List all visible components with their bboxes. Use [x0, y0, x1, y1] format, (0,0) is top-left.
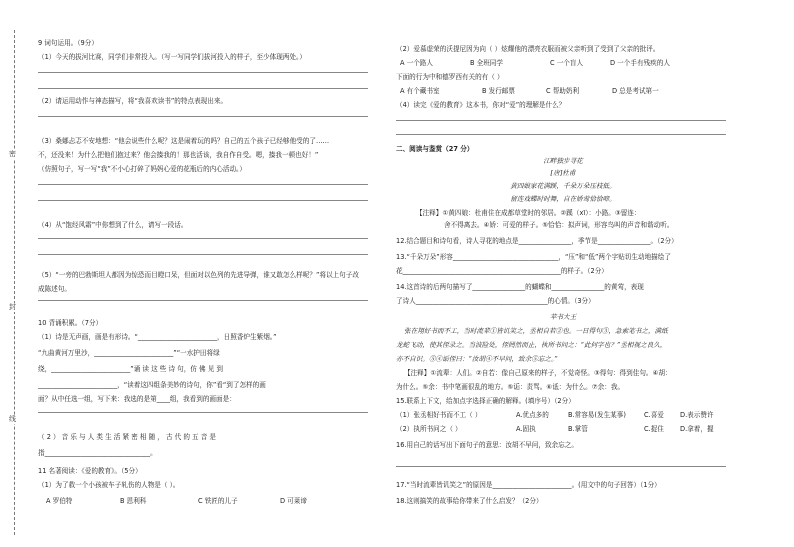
choice-option[interactable]: C.喜爱	[644, 411, 664, 419]
section-2-heading: 二、阅读与鉴赏（27 分）	[396, 145, 474, 153]
essay-title: 苹书大王	[549, 313, 577, 321]
q15-2-text: （2）执所书问之（ ）	[396, 425, 462, 433]
poem-title: 江畔独步寻花	[543, 157, 583, 165]
choice-option[interactable]: C.捉住	[644, 425, 664, 433]
binding-char: 线	[9, 415, 16, 423]
essay-note: 为什么。⑤余：书中笔画很乱的地方。⑤诟：责骂。⑥诋：为什么。⑦余：我。	[396, 383, 625, 391]
q13-text: 花________________________________________________的样子。（2分）	[396, 267, 608, 275]
q15-1-text: （1）张丞相好书而不工（ ）	[396, 411, 482, 419]
choice-option[interactable]: C 铁匠的儿子	[198, 497, 238, 505]
essay-note: 【注释】①流辈：人们。②自若：像自己原来的样子，不觉奇怪。③得句：得到佳句。④胡：	[404, 369, 672, 377]
q13-text: 13.“千朵万朵”形容________________________________，“压”和“低”两个字贴切生动地描绘了	[396, 253, 671, 261]
q9-heading: 9 词句运用。（9分）	[38, 39, 98, 47]
choice-option[interactable]: B 发行邮票	[482, 87, 515, 95]
answer-line[interactable]	[396, 134, 726, 135]
q11-2-text: （2）爱慕虚荣的沃提尼因为向（ ）炫耀他的漂亮衣服而被父亲听到了受到了父亲的批评。	[396, 45, 660, 53]
q10-1-text: 绕，________________________”诵 读 这 些 诗 句，仿 佛 见 到	[38, 365, 224, 373]
poem-author: [唐]杜甫	[550, 169, 576, 177]
choice-option[interactable]: A 有个藏书室	[400, 87, 440, 95]
q10-1-text: ________________________，“读着这四组条美妙的诗句，你”看“到了怎样的画	[38, 381, 266, 389]
poem-line: 黄四娘家花满蹊，千朵万朵压枝低。	[510, 182, 616, 190]
choice-option[interactable]: D.表示赞许	[680, 411, 714, 419]
q16-text: 16.用自己的话写出下面句子的意思：汝胡不早问，致余忘之。	[396, 441, 578, 449]
answer-line[interactable]	[396, 466, 726, 467]
poem-note: 【注释】①黄四娘：杜甫住在成都草堂时的邻居。②蹊（xī）：小路。③留连：	[416, 209, 641, 217]
q9-1-text: （1）今天的拔河比赛，同学们非常投入。（写一写同学们拔河投入的样子，至少体现两处。）	[38, 53, 306, 61]
choice-option[interactable]: D 一个手有残疾的人	[610, 59, 670, 67]
q14-text: 了诗人________________________________________的心情。（3分）	[396, 297, 595, 305]
binding-char: 封	[9, 303, 16, 311]
q14-text: 14.这首诗的后两句描写了________________的蝴蝶和________________的黄莺，表现	[396, 283, 644, 291]
answer-line[interactable]	[38, 88, 368, 89]
q18-text: 18.这则搞笑的故事给你带来了什么启发？（2分）	[396, 497, 543, 505]
q11-1-text: （1）为了救一个小孩被车子轧伤的人物是（ ）。	[38, 481, 180, 489]
choice-option[interactable]: A 一个路人	[400, 59, 433, 67]
q9-3-prompt: （仿照句子，写一写“我”不小心打碎了妈妈心爱的花瓶后的内心活动。）	[38, 165, 246, 173]
essay-text: 亦不自识。⑤④诟侄曰：“汝胡④不早问，致余⑤忘之。”	[396, 355, 558, 363]
q10-heading: 10 背诵积累。（7分）	[38, 319, 103, 327]
q11-heading: 11 名著阅读：《爱的教育》。（5分）	[38, 467, 142, 475]
answer-line[interactable]	[38, 116, 368, 117]
q9-5-text: 成陈述句。	[38, 285, 71, 293]
choice-option[interactable]: B 全班同学	[470, 59, 503, 67]
q10-1-text: （1）诗是无声画，画是有形诗。“________________________，日照香炉生紫烟。”	[38, 333, 277, 341]
q17-text: 17.“当时流辈皆讥笑之”的原因是________________________。(用文中的句子回答）（1分）	[396, 481, 661, 489]
q10-1-text: 面？从中任选一组，写下来：我选的是第____组，我看到的画面是：	[38, 395, 236, 403]
q9-2-text: （2）请运用动作与神态描写，将“我喜欢读书”的特点表现出来。	[38, 97, 228, 105]
q12-text: 12.结合题目和诗句看，诗人寻花的地点是________________，季节是________________。（2分）	[396, 237, 678, 245]
choice-option[interactable]: B.掌管	[568, 425, 588, 433]
q11-3-text: 下面的行为中和德罗西有关的有（ ）	[396, 73, 504, 81]
answer-line[interactable]	[38, 300, 368, 301]
q10-2-text: （ 2 ） 音 乐 与 人 类 生 活 紧 密 相 随 ， 古 代 的 五 音 是	[38, 433, 216, 441]
answer-line[interactable]	[38, 184, 368, 185]
q10-1-text: “九曲黄河万里沙，________________________”“一水护田将绿	[38, 349, 220, 357]
choice-option[interactable]: D 总是考试第一	[612, 87, 659, 95]
choice-option[interactable]: C 一个盲人	[550, 59, 584, 67]
essay-text: 龙蛇飞动，使其侄录之。当波险处，侄罔然而止，执所书问之：“此何字也？”丞相视之良久，	[396, 341, 667, 349]
q11-4-text: （4）读完《爱的教育》这本书，你对“爱”的理解是什么？	[396, 101, 566, 109]
choice-option[interactable]: B.常容易(发生某事)	[568, 411, 626, 419]
q10-2-text: 指________________________________。	[38, 449, 157, 457]
answer-line[interactable]	[396, 120, 726, 121]
poem-note: 舍不得离去。④娇：可爱的样子。⑤恰恰：拟声词，形容鸟叫的声音和谐动听。	[444, 221, 674, 229]
binding-line	[14, 30, 27, 535]
choice-option[interactable]: D.拿着，握	[680, 425, 714, 433]
poem-line: 留连戏蝶时时舞，自在娇莺恰恰啼。	[510, 195, 616, 203]
choice-option[interactable]: D 可莱谛	[280, 497, 307, 505]
q9-4-text: （4）从“饱经风霜”中你想到了什么，请写一段话。	[38, 221, 188, 229]
choice-option[interactable]: A.固执	[516, 425, 536, 433]
binding-char: 密	[9, 150, 16, 158]
q9-3-text: （3）桑娜忐忑不安地想：“他会说些什么呢？这是闹着玩的吗？自己的五个孩子已经够他受的了……	[38, 137, 330, 145]
choice-option[interactable]: B 恩利科	[120, 497, 147, 505]
answer-line[interactable]	[38, 412, 368, 413]
essay-text: 张在翔好书而不工，当时流辈①皆讥笑之，丞相自若②也。一日得句③，急索笔书之，满纸	[404, 327, 668, 335]
answer-line[interactable]	[38, 200, 368, 201]
answer-line[interactable]	[38, 238, 368, 239]
q9-3-text: 不，还没来！为什么把他们抱过来？他会揍我的！那也活该，我自作自受。嗯，揍我一顿也好！”	[38, 151, 319, 159]
q15-text: 15.联系上下文，给加点字选择正确的解释。(填序号）（2分）	[396, 397, 575, 405]
answer-line[interactable]	[38, 254, 368, 255]
q9-5-text: （5）“一旁的巴勃斯坦人都因为惊恐而目瞪口呆，但面对以色列的先进导弹，谁又敢怎么样呢？”将以上句子改	[38, 271, 359, 279]
answer-line[interactable]	[38, 72, 368, 73]
choice-option[interactable]: A.优点多的	[516, 411, 549, 419]
choice-option[interactable]: A 罗伯特	[46, 497, 73, 505]
choice-option[interactable]: C 帮助奶利	[546, 87, 580, 95]
